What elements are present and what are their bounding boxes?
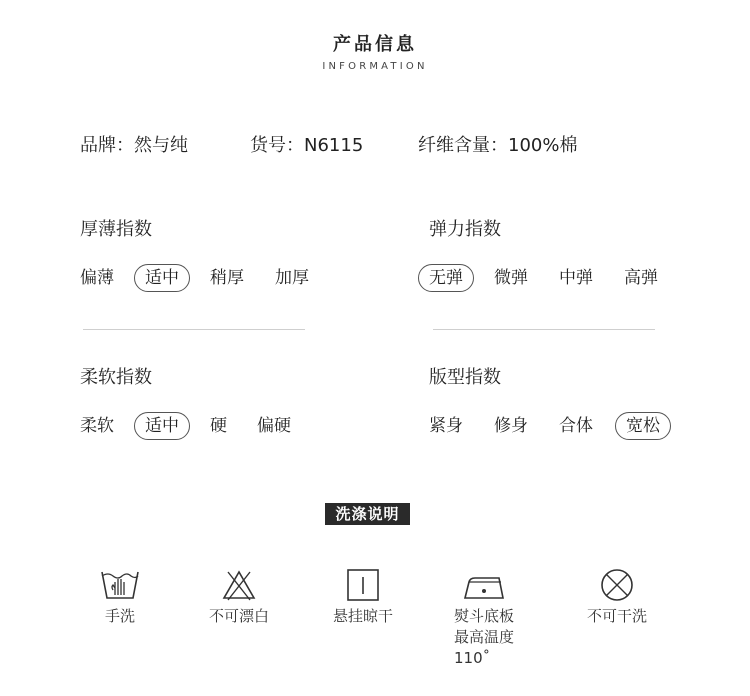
softness-option: 柔软 (80, 416, 114, 436)
fit-label: 版型指数 (429, 367, 501, 388)
care-no-dry-clean (557, 568, 677, 627)
elasticity-label: 弹力指数 (429, 219, 501, 240)
elasticity-option: 高弹 (624, 268, 658, 288)
page-subtitle: INFORMATION (322, 61, 428, 72)
care-label-temperature: 最高温度110˚ (454, 628, 515, 667)
no-dry-clean-icon (597, 568, 637, 604)
thickness-options (80, 265, 340, 291)
wash-instructions-title: 洗涤说明 (325, 503, 410, 525)
fit-option: 修身 (494, 416, 528, 436)
item-number-info: 货号：N6115 (250, 135, 364, 156)
care-label: 不可干洗 (586, 607, 647, 625)
fit-option: 紧身 (429, 416, 463, 436)
thickness-option: 加厚 (275, 268, 309, 288)
care-hang-dry (303, 568, 423, 627)
care-label: 熨斗底板 (454, 607, 515, 625)
care-iron (424, 568, 544, 669)
page-title: 产品信息 (333, 34, 417, 55)
divider (433, 329, 655, 330)
elasticity-options (429, 265, 689, 291)
care-hand-wash (60, 568, 180, 627)
thickness-option: 稍厚 (210, 268, 244, 288)
no-bleach-icon (219, 568, 259, 604)
thickness-label: 厚薄指数 (80, 219, 152, 240)
softness-option: 偏硬 (257, 416, 291, 436)
brand-info: 品牌：然与纯 (80, 135, 188, 156)
softness-option: 硬 (210, 416, 227, 436)
care-label: 不可漂白 (208, 607, 269, 625)
hang-dry-icon (343, 568, 383, 604)
softness-label: 柔软指数 (80, 367, 152, 388)
fiber-content-info: 纤维含量：100%棉 (418, 135, 578, 156)
care-label: 悬挂晾干 (332, 607, 393, 625)
elasticity-option: 微弹 (494, 268, 528, 288)
thickness-option: 偏薄 (80, 268, 114, 288)
fit-option: 合体 (559, 416, 593, 436)
iron-icon (461, 568, 507, 604)
elasticity-option: 中弹 (559, 268, 593, 288)
divider (83, 329, 305, 330)
elasticity-option-selected: 无弹 (418, 264, 474, 292)
softness-option-selected: 适中 (134, 412, 190, 440)
thickness-option-selected: 适中 (134, 264, 190, 292)
care-label: 手洗 (104, 607, 135, 625)
fit-option-selected: 宽松 (615, 412, 671, 440)
fit-options (429, 413, 689, 439)
softness-options (80, 413, 340, 439)
hand-wash-icon (100, 568, 140, 604)
care-no-bleach (179, 568, 299, 627)
